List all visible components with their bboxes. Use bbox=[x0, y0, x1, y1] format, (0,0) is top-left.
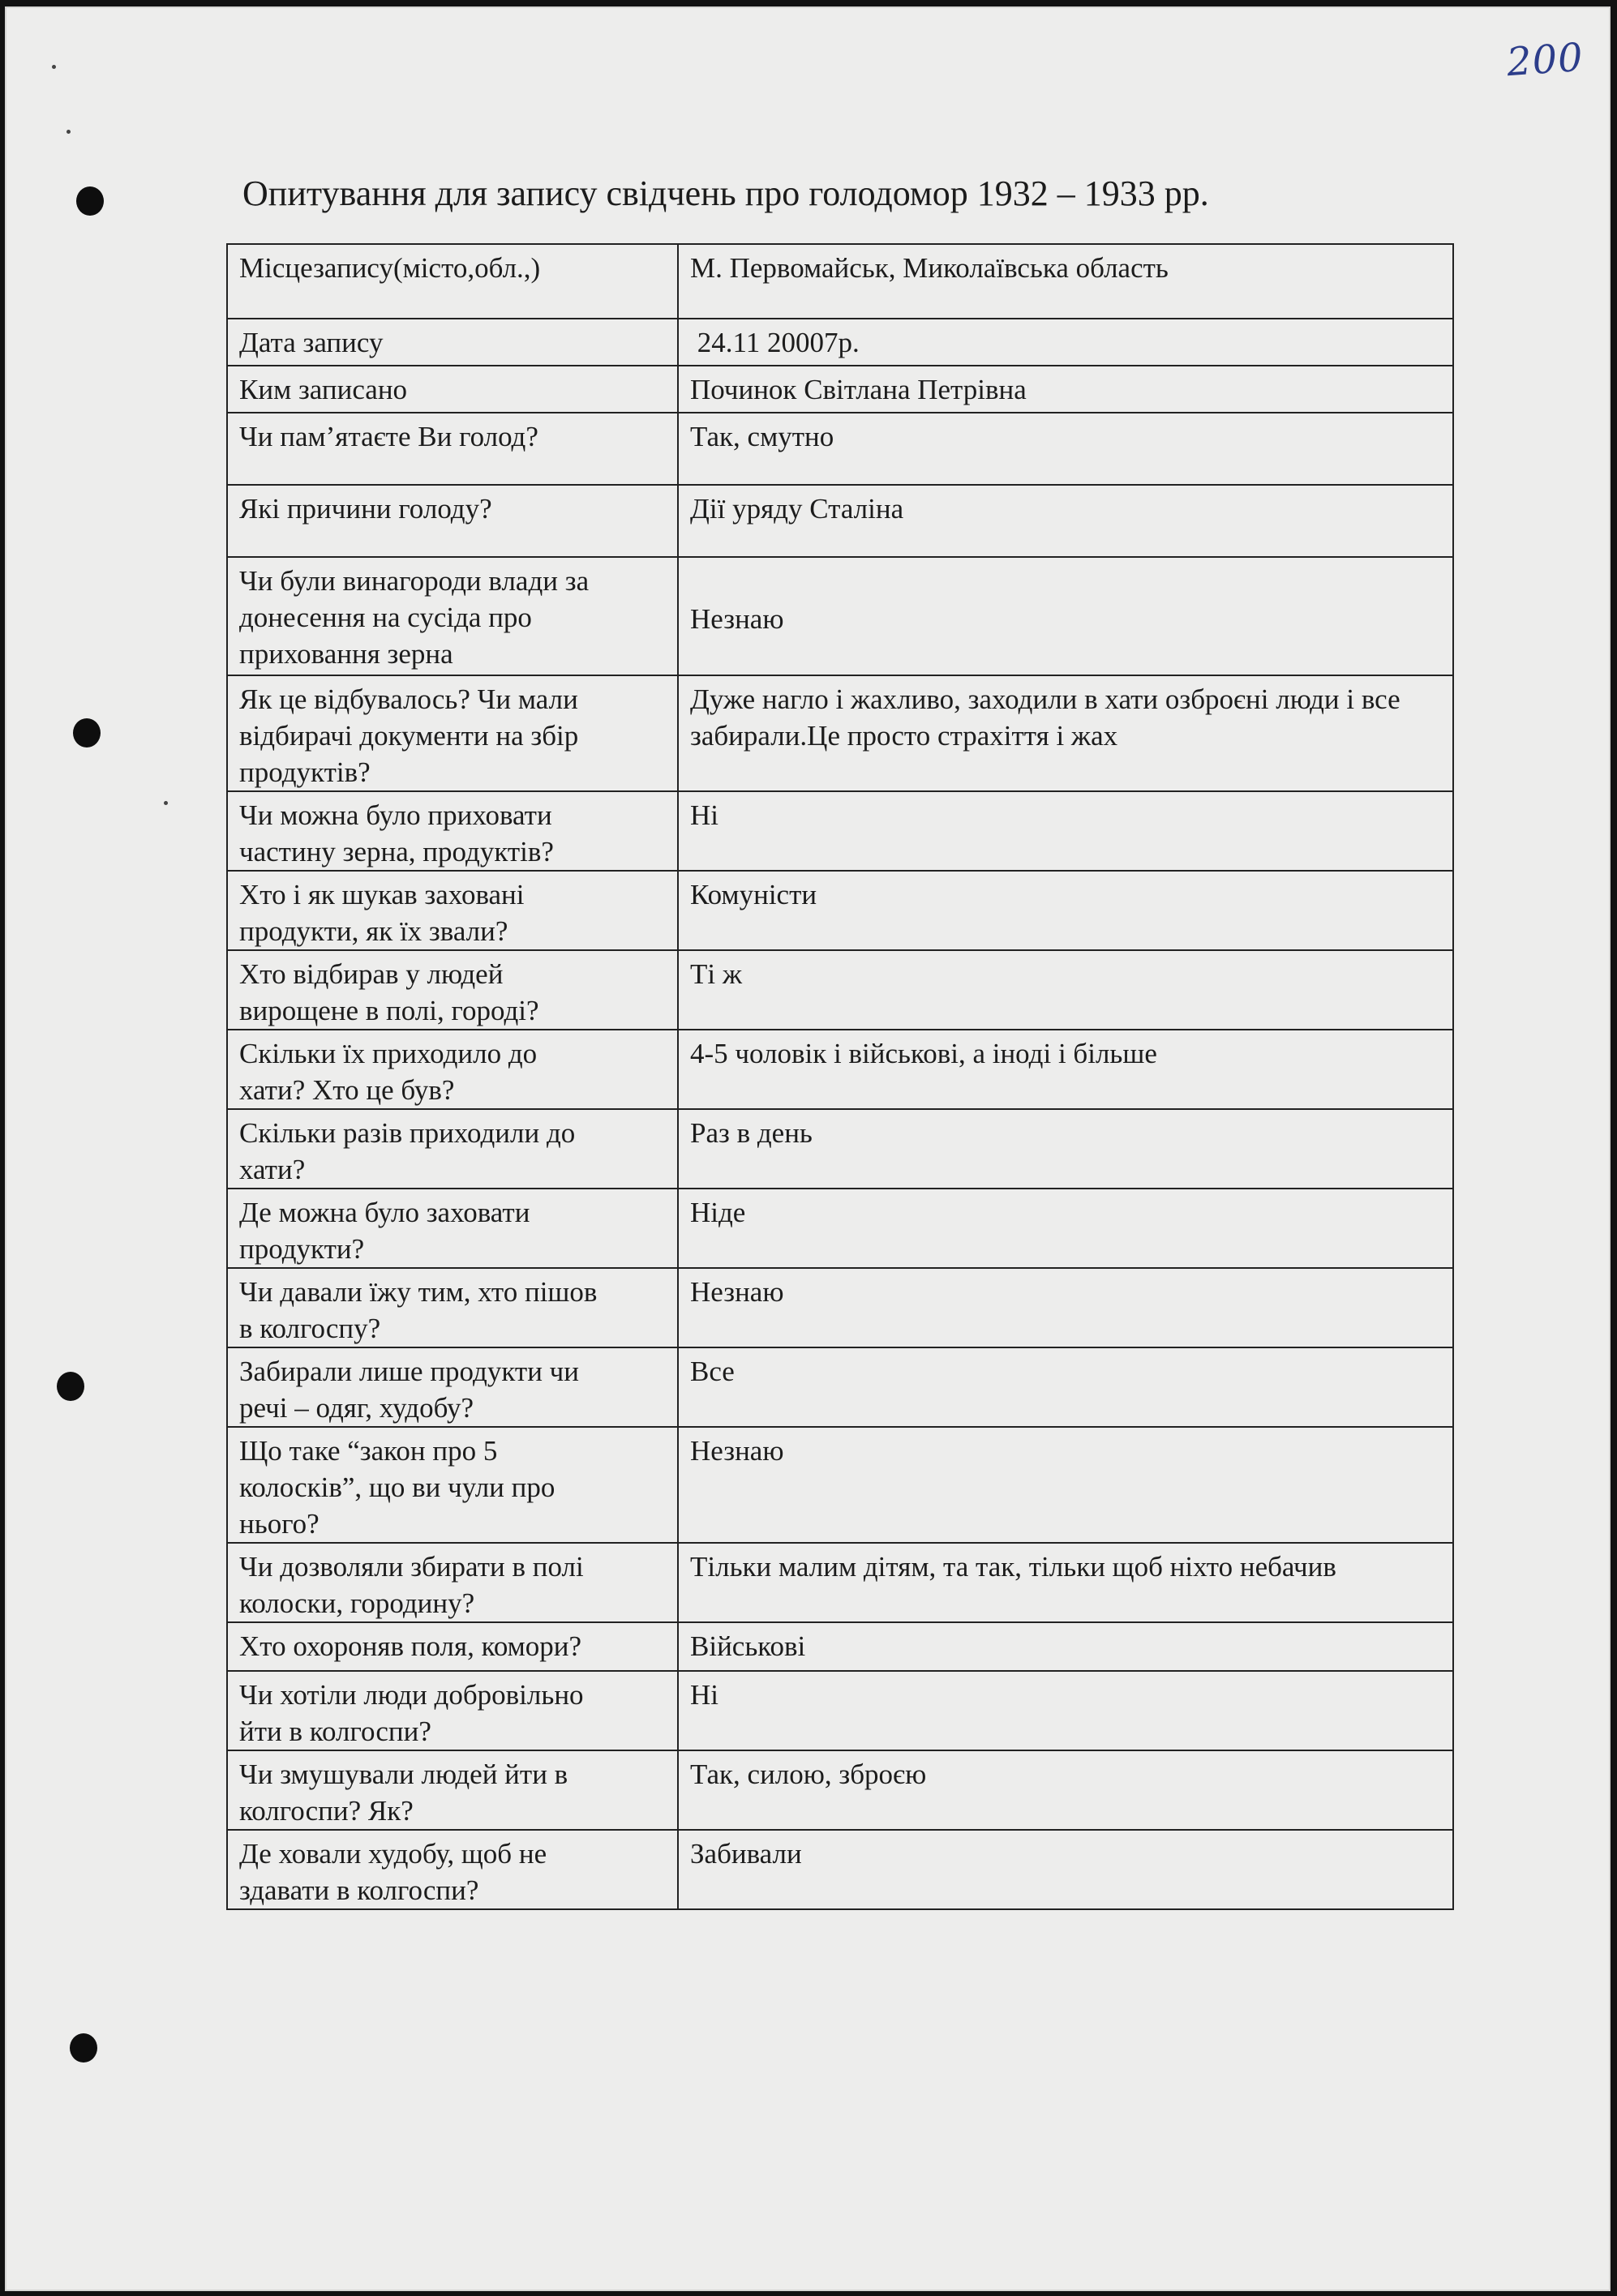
answer-cell: Так, смутно bbox=[678, 413, 1453, 485]
handwritten-page-number: 200 bbox=[1505, 34, 1585, 86]
question-cell: Місцезапису(місто,обл.,) bbox=[227, 244, 678, 319]
table-row bbox=[227, 1427, 1453, 1543]
answer-cell: 24.11 20007р. bbox=[678, 319, 1453, 366]
table-row bbox=[227, 1750, 1453, 1830]
answer-cell: Дії уряду Сталіна bbox=[678, 485, 1453, 557]
table-row bbox=[227, 1830, 1453, 1909]
table-row bbox=[227, 1189, 1453, 1268]
table-row bbox=[227, 1347, 1453, 1427]
document-page bbox=[5, 6, 1611, 2291]
question-cell: Чи пам’ятаєте Ви голод? bbox=[227, 413, 678, 485]
question-cell: Чи змушували людей йти в колгоспи? Як? bbox=[227, 1750, 678, 1830]
answer-cell: Комуністи bbox=[678, 871, 1453, 950]
speck bbox=[52, 65, 56, 69]
answer-cell: Дуже нагло і жахливо, заходили в хати озброєні люди і все забирали.Це просто страхіття і жах bbox=[678, 675, 1453, 791]
table-row bbox=[227, 366, 1453, 413]
answer-cell: Ті ж bbox=[678, 950, 1453, 1030]
table-row bbox=[227, 871, 1453, 950]
question-cell: Ким записано bbox=[227, 366, 678, 413]
answer-cell: Військові bbox=[678, 1622, 1453, 1671]
answer-cell: Незнаю bbox=[678, 1427, 1453, 1543]
punch-hole bbox=[76, 186, 104, 216]
question-cell: Хто і як шукав заховані продукти, як їх звали? bbox=[227, 871, 678, 950]
table-row bbox=[227, 1030, 1453, 1109]
answer-cell: Ні bbox=[678, 791, 1453, 871]
table-row bbox=[227, 1622, 1453, 1671]
question-cell: Дата запису bbox=[227, 319, 678, 366]
question-cell: Хто відбирав у людей вирощене в полі, городі? bbox=[227, 950, 678, 1030]
table-row bbox=[227, 413, 1453, 485]
table-row bbox=[227, 485, 1453, 557]
answer-cell: Незнаю bbox=[678, 557, 1453, 675]
answer-cell: Тільки малим дітям, та так, тільки щоб ніхто небачив bbox=[678, 1543, 1453, 1622]
answer-cell: М. Первомайськ, Миколаївська область bbox=[678, 244, 1453, 319]
table-row bbox=[227, 1543, 1453, 1622]
question-cell: Скільки разів приходили до хати? bbox=[227, 1109, 678, 1189]
table-row bbox=[227, 1109, 1453, 1189]
table-row bbox=[227, 791, 1453, 871]
table-row bbox=[227, 319, 1453, 366]
table-row bbox=[227, 244, 1453, 319]
question-cell: Хто охороняв поля, комори? bbox=[227, 1622, 678, 1671]
question-cell: Чи були винагороди влади за донесення на сусіда про приховання зерна bbox=[227, 557, 678, 675]
question-cell: Як це відбувалось? Чи мали відбирачі документи на збір продуктів? bbox=[227, 675, 678, 791]
answer-cell: Так, силою, зброєю bbox=[678, 1750, 1453, 1830]
answer-cell: Ніде bbox=[678, 1189, 1453, 1268]
answer-cell: Все bbox=[678, 1347, 1453, 1427]
table-row bbox=[227, 1268, 1453, 1347]
question-cell: Чи дозволяли збирати в полі колоски, городину? bbox=[227, 1543, 678, 1622]
punch-hole bbox=[73, 718, 101, 747]
question-cell: Чи можна було приховати частину зерна, продуктів? bbox=[227, 791, 678, 871]
answer-cell: Ні bbox=[678, 1671, 1453, 1750]
question-cell: Де ховали худобу, щоб не здавати в колгоспи? bbox=[227, 1830, 678, 1909]
answer-cell: Починок Світлана Петрівна bbox=[678, 366, 1453, 413]
answer-cell: Забивали bbox=[678, 1830, 1453, 1909]
speck bbox=[66, 130, 71, 134]
table-row bbox=[227, 950, 1453, 1030]
answer-cell: Незнаю bbox=[678, 1268, 1453, 1347]
question-cell: Скільки їх приходило до хати? Хто це був? bbox=[227, 1030, 678, 1109]
answer-cell: Раз в день bbox=[678, 1109, 1453, 1189]
punch-hole bbox=[70, 2033, 97, 2063]
question-cell: Забирали лише продукти чи речі – одяг, худобу? bbox=[227, 1347, 678, 1427]
question-cell: Чи давали їжу тим, хто пішов в колгоспу? bbox=[227, 1268, 678, 1347]
question-cell: Де можна було заховати продукти? bbox=[227, 1189, 678, 1268]
question-cell: Які причини голоду? bbox=[227, 485, 678, 557]
table-row bbox=[227, 557, 1453, 675]
punch-hole bbox=[57, 1372, 84, 1401]
table-row bbox=[227, 675, 1453, 791]
survey-table bbox=[226, 243, 1454, 1910]
page-title: Опитування для запису свідчень про голодомор 1932 – 1933 рр. bbox=[242, 173, 1209, 213]
answer-cell: 4-5 чоловік і військові, а іноді і більше bbox=[678, 1030, 1453, 1109]
table-row bbox=[227, 1671, 1453, 1750]
question-cell: Що таке “закон про 5 колосків”, що ви чули про нього? bbox=[227, 1427, 678, 1543]
speck bbox=[164, 801, 168, 805]
question-cell: Чи хотіли люди добровільно йти в колгоспи? bbox=[227, 1671, 678, 1750]
